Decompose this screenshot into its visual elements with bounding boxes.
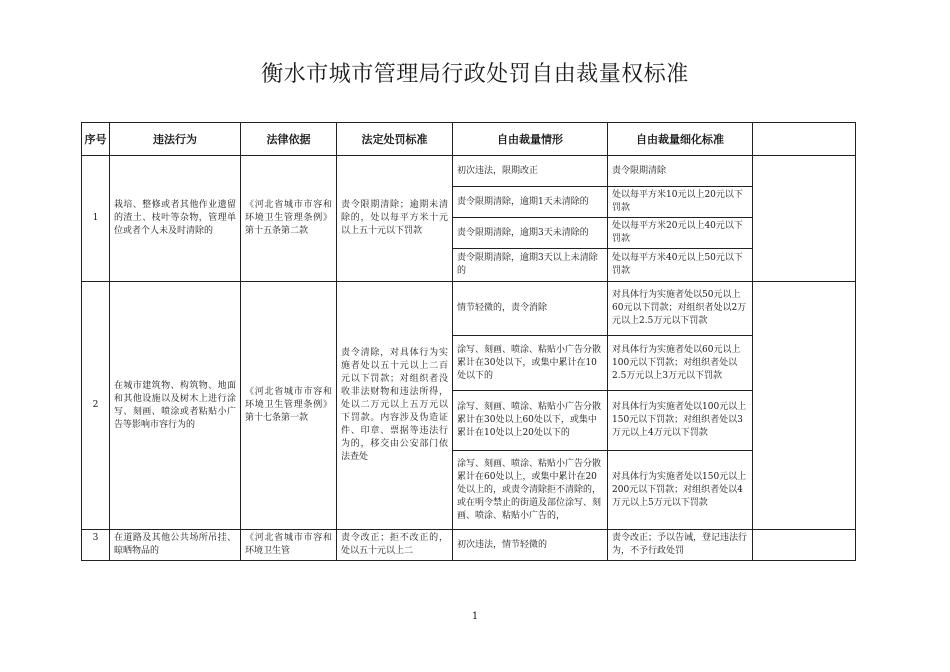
row-seq: 2 [82, 282, 110, 530]
page-number: 1 [471, 611, 479, 622]
row-standard: 处以每平方米10元以上20元以下罚款 [608, 187, 753, 218]
row-situation: 情节轻微的，责令消除 [453, 282, 608, 336]
header-act: 违法行为 [110, 123, 241, 156]
row-standard: 对具体行为实施者处以150元以上200元以下罚款；对组织者处以4万元以上5万元以下罚款 [608, 451, 753, 530]
row-act: 栽培、整修或者其他作业遗留的渣土、枝叶等杂物，管理单位或者个人未及时清除的 [110, 156, 241, 282]
row-basis: 《河北省城市市容和环境卫生管理条例》第十五条第二款 [241, 156, 337, 282]
row-extra [753, 530, 856, 561]
row-situation: 责令限期清除，逾期1天未清除的 [453, 187, 608, 218]
penalty-standard-table [81, 122, 856, 561]
table-row [82, 156, 856, 187]
row-act: 在城市建筑物、构筑物、地面和其他设施以及树木上进行涂写、刻画、喷涂或者粘贴小广告等影响市容行为的 [110, 282, 241, 530]
row-situation: 涂写、刻画、喷涂、粘贴小广告分散累计在60处以上，或集中累计在20处以上的，或责令清除拒不清除的，或在明令禁止的街道及部位涂写、刻画、喷涂、粘贴小广告的， [453, 451, 608, 530]
table-header-row [82, 123, 856, 156]
row-standard: 处以每平方米20元以上40元以下罚款 [608, 218, 753, 249]
row-situation: 初次违法，限期改正 [453, 156, 608, 187]
header-extra [753, 123, 856, 156]
row-act: 在道路及其他公共场所吊挂、晾晒物品的 [110, 530, 241, 561]
row-basis: 《河北省城市市容和环境卫生管理条例》第十七条第一款 [241, 282, 337, 530]
row-penalty: 责令限期清除；逾期未清除的，处以每平方米十元以上五十元以下罚款 [337, 156, 453, 282]
row-standard: 对具体行为实施者处以60元以上100元以下罚款；对组织者处以2.5万元以上3万元以下罚款 [608, 336, 753, 391]
header-penalty: 法定处罚标准 [337, 123, 453, 156]
page-title: 衡水市城市管理局行政处罚自由裁量权标准 [261, 62, 689, 87]
header-basis: 法律依据 [241, 123, 337, 156]
row-seq: 1 [82, 156, 110, 282]
row-extra [753, 282, 856, 530]
row-standard: 责令改正；予以告诫，登记违法行为，不予行政处罚 [608, 530, 753, 561]
row-penalty: 责令清除，对具体行为实施者处以五十元以上二百元以下罚款；对组织者没收非法财物和违法所得，处以二万元以上五万元以下罚款。内容涉及伪造证件、印章、票据等违法行为的，移交由公安部门依法查处 [337, 282, 453, 530]
table-row [82, 282, 856, 336]
row-standard: 处以每平方米40元以上50元以下罚款 [608, 249, 753, 282]
header-standard: 自由裁量细化标准 [608, 123, 753, 156]
row-situation: 责令限期清除，逾期3天以上未清除的 [453, 249, 608, 282]
row-basis: 《河北省城市市容和环境卫生管 [241, 530, 337, 561]
header-seq: 序号 [82, 123, 110, 156]
row-situation: 初次违法，情节轻微的 [453, 530, 608, 561]
header-situation: 自由裁量情形 [453, 123, 608, 156]
row-penalty: 责令改正；拒不改正的，处以五十元以上二 [337, 530, 453, 561]
row-standard: 对具体行为实施者处以100元以上150元以下罚款；对组织者处以3万元以上4万元以下罚款 [608, 391, 753, 451]
row-situation: 涂写、刻画、喷涂、粘贴小广告分散累计在30处以上60处以下，或集中累计在10处以上20处以下的 [453, 391, 608, 451]
row-situation: 涂写、刻画、喷涂、粘贴小广告分散累计在30处以下，或集中累计在10处以下的 [453, 336, 608, 391]
row-extra [753, 156, 856, 282]
row-standard: 对具体行为实施者处以50元以上60元以下罚款；对组织者处以2万元以上2.5万元以下罚款 [608, 282, 753, 336]
row-situation: 责令限期清除，逾期3天未清除的 [453, 218, 608, 249]
row-seq: 3 [82, 530, 110, 561]
table-row [82, 530, 856, 561]
row-standard: 责令限期清除 [608, 156, 753, 187]
